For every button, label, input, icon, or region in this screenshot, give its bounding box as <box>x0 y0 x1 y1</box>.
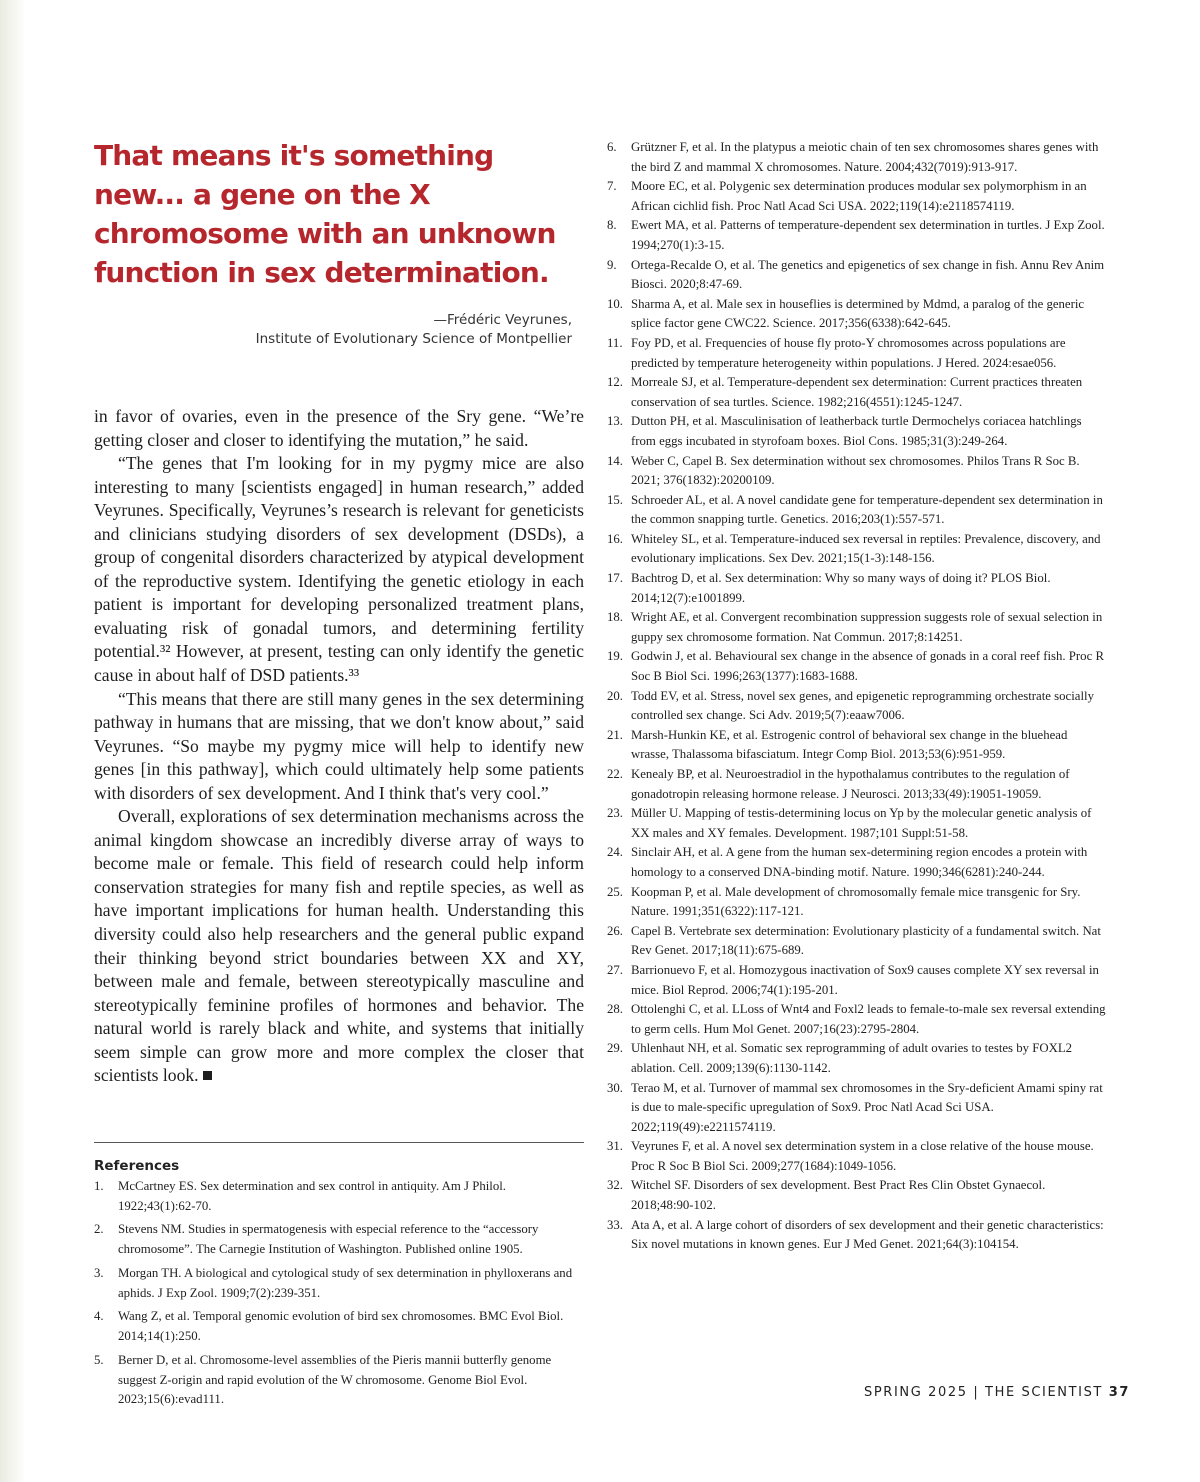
reference-text: Uhlenhaut NH, et al. Somatic sex reprogramming of adult ovaries to testes by FOXL2 ablation. Cell. 2009;139(6):1130-1142. <box>631 1041 1073 1075</box>
pull-quote-attribution <box>94 311 584 349</box>
reference-number: 11. <box>607 335 623 350</box>
reference-number: 31. <box>607 1139 623 1154</box>
reference-number: 22. <box>607 767 623 781</box>
article-body <box>94 405 584 1088</box>
references-divider <box>94 1142 584 1143</box>
reference-number: 32. <box>607 1178 623 1193</box>
reference-item <box>607 373 1107 412</box>
reference-text: Ortega-Recalde O, et al. The genetics and epigenetics of sex change in fish. Annu Rev Anim Biosci. 2020;8:47-69. <box>631 257 1105 292</box>
reference-number: 16. <box>607 531 623 546</box>
reference-text: Foy PD, et al. Frequencies of house fly proto-Y chromosomes across populations are predicted by temperature heterogeneity within populations. J Hered. 2024:esae056. <box>631 335 1066 370</box>
reference-item <box>607 687 1107 726</box>
reference-number: 20. <box>607 688 623 703</box>
reference-item <box>607 216 1107 255</box>
reference-text: Wright AE, et al. Convergent recombination suppression suggests role of sexual selection in guppy sex chromosome formation. Nat Commun. 2017;8:14251. <box>631 610 1103 644</box>
reference-text: Wang Z, et al. Temporal genomic evolution of bird sex chromosomes. BMC Evol Biol. 2014;14(1):250. <box>118 1309 564 1344</box>
reference-item <box>607 1079 1107 1138</box>
reference-text: Witchel SF. Disorders of sex development. Best Pract Res Clin Obstet Gynaecol. 2018;48:90-102. <box>631 1178 1046 1213</box>
article-paragraph-2: “The genes that I'm looking for in my pygmy mice are also interesting to many [scientists engaged] in human research,” added Veyrunes. Specifically, Veyrunes’s research is relevant for geneticists and clinicians studying disorders of sex development (DSDs), a group of congenital disorders characterized by atypical development of the reproductive system. Identifying the genetic etiology in each patient is important for developing personalized treatment plans, evaluating risk of gonadal tumors, and determining fertility potential.³² However, at present, testing can only identify the genetic cause in about half of DSD patients.³³ <box>94 453 584 686</box>
reference-text: Capel B. Vertebrate sex determination: Evolutionary plasticity of a fundamental switch. Nat Rev Genet. 2017;18(11):675-689. <box>631 923 1101 958</box>
reference-item <box>607 1216 1107 1255</box>
reference-text: Morreale SJ, et al. Temperature-dependent sex determination: Current practices threaten conservation of sea turtles. Science. 1982;216(4551):1245-1247. <box>631 375 1083 409</box>
reference-number: 13. <box>607 414 623 429</box>
reference-number: 17. <box>607 571 623 586</box>
reference-item <box>607 452 1107 491</box>
reference-item <box>607 804 1107 843</box>
reference-text: Whiteley SL, et al. Temperature-induced sex reversal in reptiles: Prevalence, discovery, and evolutionary implications. Sex Dev. 2021;15(1-3):148-156. <box>631 531 1101 566</box>
reference-text: Bachtrog D, et al. Sex determination: Why so many ways of doing it? PLOS Biol. 2014;12(7):e1001899. <box>631 571 1051 605</box>
reference-number: 21. <box>607 727 623 742</box>
reference-item <box>607 922 1107 961</box>
reference-text: Todd EV, et al. Stress, novel sex genes, and epigenetic reprogramming orchestrate socially controlled sex change. Sci Adv. 2019;5(7):eaaw7006. <box>631 688 1094 723</box>
references-list-right <box>607 138 1107 1255</box>
reference-number: 27. <box>607 962 623 977</box>
reference-item <box>607 843 1107 882</box>
reference-text: Ewert MA, et al. Patterns of temperature-dependent sex determination in turtles. J Exp Zool. 1994;270(1):3-15. <box>631 218 1105 252</box>
reference-item <box>607 177 1107 216</box>
reference-text: Weber C, Capel B. Sex determination without sex chromosomes. Philos Trans R Soc B. 2021; 376(1832):20200109. <box>631 453 1080 488</box>
reference-number: 3. <box>94 1265 104 1280</box>
page-footer <box>864 1385 1130 1400</box>
reference-number: 8. <box>607 218 617 233</box>
reference-number: 18. <box>607 610 623 625</box>
reference-item <box>607 334 1107 373</box>
reference-item <box>607 295 1107 334</box>
reference-number: 9. <box>607 257 617 272</box>
reference-text: Koopman P, et al. Male development of chromosomally female mice transgenic for Sry. Nature. 1991;351(6322):117-121. <box>631 884 1081 919</box>
references-heading: References <box>94 1158 180 1174</box>
reference-number: 14. <box>607 453 623 468</box>
reference-number: 5. <box>94 1352 104 1367</box>
reference-number: 15. <box>607 492 623 507</box>
reference-item <box>607 1137 1107 1176</box>
reference-text: Stevens NM. Studies in spermatogenesis with especial reference to the “accessory chromosome”. The Carnegie Institution of Washington. Published online 1905. <box>118 1222 539 1257</box>
article-paragraph-3: “This means that there are still many genes in the sex determining pathway in humans that are missing, that we don't know about,” said Veyrunes. “So maybe my pygmy mice will help to identify new genes [in this pathway], which could ultimately help some patients with disorders of sex development. And I think that's very cool.” <box>94 688 584 803</box>
reference-item <box>94 1264 586 1303</box>
reference-item <box>607 647 1107 686</box>
reference-number: 25. <box>607 884 623 899</box>
reference-number: 29. <box>607 1041 623 1056</box>
reference-text: Müller U. Mapping of testis-determining locus on Yp by the molecular genetic analysis of XX males and XY females. Development. 1987;101 Suppl:51-58. <box>631 806 1092 840</box>
end-of-article-square-icon <box>203 1071 212 1080</box>
reference-item <box>607 765 1107 804</box>
reference-item <box>607 1039 1107 1078</box>
reference-item <box>94 1351 586 1410</box>
reference-text: Terao M, et al. Turnover of mammal sex chromosomes in the Sry-deficient Amami spiny rat is due to male-specific upregulation of Sox9. Proc Natl Acad Sci USA. 2022;119(49):e2211574119. <box>631 1080 1103 1134</box>
reference-item <box>607 1000 1107 1039</box>
page-number: 37 <box>1108 1385 1130 1400</box>
reference-item <box>94 1307 586 1346</box>
reference-number: 28. <box>607 1002 623 1017</box>
attribution-name: —Frédéric Veyrunes, <box>433 312 572 328</box>
reference-item <box>607 491 1107 530</box>
reference-number: 30. <box>607 1080 623 1095</box>
reference-item <box>607 569 1107 608</box>
article-paragraph-1: in favor of ovaries, even in the presence of the Sry gene. “We’re getting closer and closer to identifying the mutation,” he said. <box>94 406 584 450</box>
reference-text: Marsh-Hunkin KE, et al. Estrogenic control of behavioral sex change in the bluehead wrasse, Thalassoma bifasciatum. Integr Comp Biol. 2013;53(6):951-959. <box>631 727 1068 762</box>
reference-item <box>607 883 1107 922</box>
issue-label: SPRING 2025 | THE SCIENTIST <box>864 1385 1103 1400</box>
reference-text: Kenealy BP, et al. Neuroestradiol in the hypothalamus contributes to the regulation of gonadotropin releasing hormone release. J Neurosci. 2013;33(49):19051-19059. <box>631 767 1070 801</box>
reference-item <box>607 412 1107 451</box>
reference-item <box>607 530 1107 569</box>
reference-number: 7. <box>607 179 617 194</box>
reference-text: Dutton PH, et al. Masculinisation of leatherback turtle Dermochelys coriacea hatchlings from eggs incubated in styrofoam boxes. Biol Cons. 1985;31(3):249-264. <box>631 414 1082 448</box>
reference-item <box>607 726 1107 765</box>
reference-number: 4. <box>94 1309 104 1324</box>
reference-text: Ata A, et al. A large cohort of disorders of sex development and their genetic characteristics: Six novel mutations in known genes. Eur J Med Genet. 2021;64(3):104154. <box>631 1217 1104 1252</box>
reference-text: Berner D, et al. Chromosome-level assemblies of the Pieris mannii butterfly genome suggest Z-origin and rapid evolution of the W chromosome. Genome Biol Evol. 2023;15(6):evad111. <box>118 1352 552 1407</box>
reference-text: Schroeder AL, et al. A novel candidate gene for temperature-dependent sex determination in the common snapping turtle. Genetics. 2016;203(1):557-571. <box>631 492 1103 527</box>
reference-number: 1. <box>94 1179 104 1193</box>
article-paragraph-4 <box>94 805 584 1088</box>
reference-number: 10. <box>607 296 623 311</box>
page-edge-shading <box>0 0 26 1482</box>
reference-number: 23. <box>607 806 623 821</box>
reference-item <box>94 1220 586 1259</box>
reference-number: 24. <box>607 845 623 860</box>
reference-text: Barrionuevo F, et al. Homozygous inactivation of Sox9 causes complete XY sex reversal in mice. Biol Reprod. 2006;74(1):195-201. <box>631 962 1099 997</box>
reference-number: 6. <box>607 140 617 154</box>
pull-quote-block <box>94 136 584 349</box>
reference-item <box>607 608 1107 647</box>
reference-item <box>607 1176 1107 1215</box>
reference-item <box>607 138 1107 177</box>
reference-number: 2. <box>94 1222 104 1237</box>
attribution-affiliation: Institute of Evolutionary Science of Montpellier <box>255 331 572 347</box>
reference-text: Morgan TH. A biological and cytological study of sex determination in phylloxerans and aphids. J Exp Zool. 1909;7(2):239-351. <box>118 1265 573 1300</box>
references-list-left <box>94 1177 586 1414</box>
reference-text: Sharma A, et al. Male sex in houseflies is determined by Mdmd, a paralog of the generic splice factor gene CWC22. Science. 2017;356(6338):642-645. <box>631 296 1085 331</box>
reference-text: Ottolenghi C, et al. LLoss of Wnt4 and Foxl2 leads to female-to-male sex reversal extending to germ cells. Hum Mol Genet. 2007;16(23):2795-2804. <box>631 1002 1106 1036</box>
reference-text: McCartney ES. Sex determination and sex control in antiquity. Am J Philol. 1922;43(1):62-70. <box>118 1179 507 1213</box>
reference-text: Godwin J, et al. Behavioural sex change in the absence of gonads in a coral reef fish. Proc R Soc B Biol Sci. 1996;263(1377):1683-1688. <box>631 649 1104 684</box>
reference-number: 33. <box>607 1217 623 1232</box>
reference-item <box>94 1177 586 1216</box>
reference-item <box>607 256 1107 295</box>
article-paragraph-4-text: Overall, explorations of sex determination mechanisms across the animal kingdom showcase an incredibly diverse array of ways to become male or female. This field of research could help inform conservation strategies for many fish and reptile species, as well as have important implications for human health. Understanding this diversity could also help researchers and the general public expand their thinking beyond strict boundaries between XX and XY, between male and female, between stereotypically masculine and stereotypically feminine profiles of hormones and behavior. The natural world is rarely black and white, and systems that initially seem simple can grow more and more complex the closer that scientists look. <box>94 806 584 1086</box>
reference-number: 19. <box>607 649 623 664</box>
pull-quote: That means it's something new... a gene on the X chromosome with an unknown function in sex determination. <box>94 139 556 289</box>
reference-text: Grützner F, et al. In the platypus a meiotic chain of ten sex chromosomes shares genes with the bird Z and mammal X chromosomes. Nature. 2004;432(7019):913-917. <box>631 140 1099 174</box>
reference-number: 12. <box>607 375 623 390</box>
reference-text: Veyrunes F, et al. A novel sex determination system in a close relative of the house mouse. Proc R Soc B Biol Sci. 2009;277(1684):1049-1056. <box>631 1139 1094 1173</box>
reference-number: 26. <box>607 923 623 938</box>
reference-item <box>607 961 1107 1000</box>
reference-text: Sinclair AH, et al. A gene from the human sex-determining region encodes a protein with homology to a conserved DNA-binding motif. Nature. 1990;346(6281):240-244. <box>631 845 1088 879</box>
reference-text: Moore EC, et al. Polygenic sex determination produces modular sex polymorphism in an African cichlid fish. Proc Natl Acad Sci USA. 2022;119(14):e2118574119. <box>631 179 1087 213</box>
